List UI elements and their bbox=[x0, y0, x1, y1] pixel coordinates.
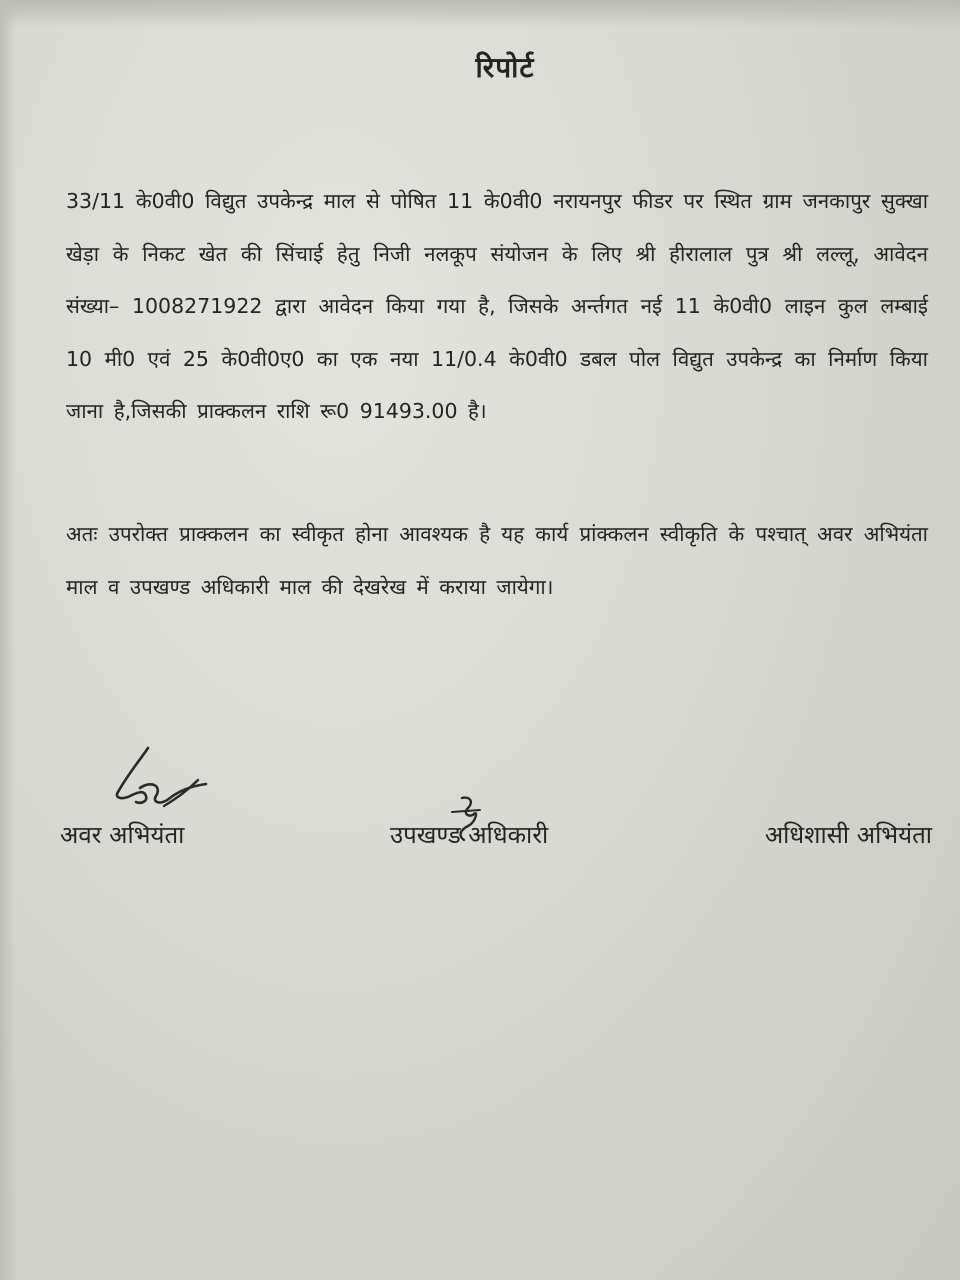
signature-label-executive-engineer: अधिशासी अभियंता bbox=[764, 821, 932, 849]
page-shadow-left bbox=[0, 0, 16, 1280]
document-title: रिपोर्ट bbox=[475, 51, 535, 84]
page-shadow-top bbox=[0, 0, 960, 28]
signature-label-junior-engineer: अवर अभियंता bbox=[60, 821, 185, 849]
signature-label-sdo: उपखण्ड अधिकारी bbox=[390, 821, 549, 849]
junior-engineer-signature bbox=[100, 740, 220, 820]
report-paragraph-1: 33/11 के0वी0 विद्युत उपकेन्द्र माल से पोषित 11 के0वी0 नरायनपुर फीडर पर स्थित ग्राम जनकापुर सुक्खा खेड़ा के निकट खेत की सिंचाई हेतु निजी नलकूप संयोजन के लिए श्री हीरालाल पुत्र श्री लल्लू, आवेदन संख्या– 1008271922 द्वारा आवेदन किया गया है, जिसके अर्न्तगत नई 11 के0वी0 लाइन कुल लम्बाई 10 मी0 एवं 25 के0वी0ए0 का एक नया 11/0.4 के0वी0 डबल पोल विद्युत उपकेन्द्र का निर्माण किया जाना है,जिसकी प्राक्कलन राशि रू0 91493.00 है। bbox=[66, 189, 928, 423]
report-paragraph-2: अतः उपरोक्त प्राक्कलन का स्वीकृत होना आवश्यक है यह कार्य प्रांक्कलन स्वीकृति के पश्चात् अवर अभियंता माल व उपखण्ड अधिकारी माल की देखरेख में कराया जायेगा। bbox=[66, 522, 928, 599]
